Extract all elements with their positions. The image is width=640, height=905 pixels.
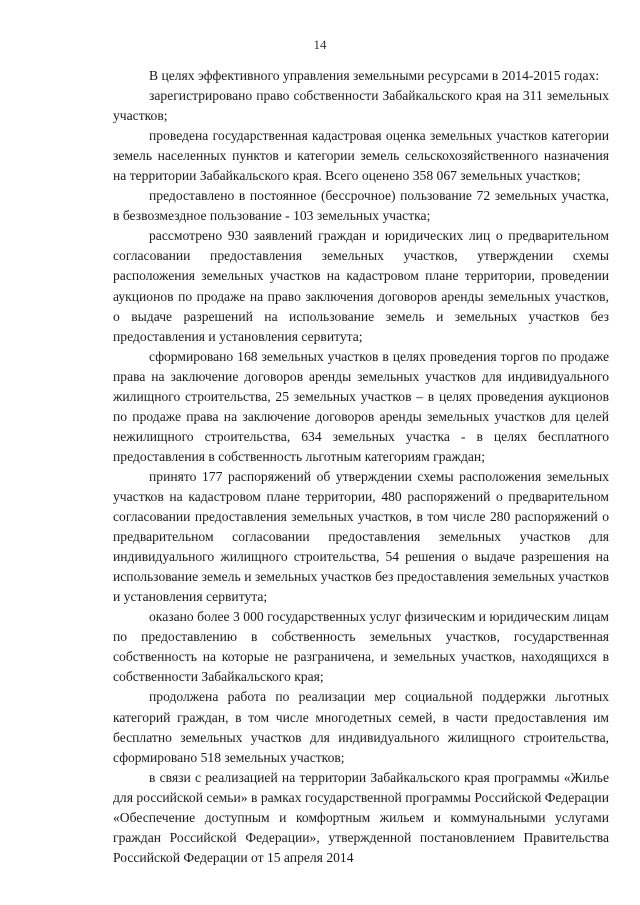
paragraph-applications-reviewed: рассмотрено 930 заявлений граждан и юридических лиц о предварительном согласовании предоставления земельных участков, утверждении схемы расположения земельных участков на кадастровом плане территории, проведении аукционов по продаже на право заключения договоров аренды земельных участков, о выдаче разрешений на использование земель и земельных участков без предоставления и установления сервитута; [113,228,609,344]
paragraph-ownership-registered: зарегистрировано право собственности Забайкальского края на 311 земельных участков; [113,88,609,124]
page-number: 14 [313,37,327,52]
paragraph-housing-program: в связи с реализацией на территории Забайкальского края программы «Жилье для российской семьи» в рамках государственной программы Российской Федерации «Обеспечение доступным и комфортным жильем и коммунальными услугами граждан Российской Федерации», утвержденной постановлением Правительства Российской Федерации от 15 апреля 2014 [113,769,609,865]
paragraph-cadastral-valuation: проведена государственная кадастровая оценка земельных участков категории земель населенных пунктов и категории земель сельскохозяйственного назначения на территории Забайкальского края. Всего оценено 358 067 земельных участков; [113,128,609,184]
paragraph-permanent-use: предоставлено в постоянное (бессрочное) пользование 72 земельных участка, в безвозмездное пользование - 103 земельных участка; [113,188,609,224]
paragraph-plots-formed: сформировано 168 земельных участков в целях проведения торгов по продаже права на заключение договоров аренды земельных участков для индивидуального жилищного строительства, 25 земельных участков – в целях проведения аукционов по продаже права на заключение договоров аренды земельных участков для целей нежилищного строительства, 634 земельных участка - в целях бесплатного предоставления в собственность льготным категориям граждан; [113,348,609,464]
paragraph-social-support: продолжена работа по реализации мер социальной поддержки льготных категорий граждан, в том числе многодетных семей, в части предоставления им бесплатно земельных участков для индивидуального жилищного строительства, сформировано 518 земельных участков; [113,689,609,765]
paragraph-services-rendered: оказано более 3 000 государственных услуг физическим и юридическим лицам по предоставлению в собственность земельных участков, государственная собственность на которые не разграничена, и земельных участков, находящихся в собственности Забайкальского края; [113,609,609,685]
paragraph-orders-issued: принято 177 распоряжений об утверждении схемы расположения земельных участков на кадастровом плане территории, 480 распоряжений о предварительном согласовании предоставления земельных участков, в том числе 280 распоряжений о предварительном согласовании предоставления земельных участков для индивидуального жилищного строительства, 54 решения о выдаче разрешения на использование земель и земельных участков без предоставления земельных участков и установления сервитута; [113,468,609,605]
document-body [113,66,609,868]
intro-paragraph: В целях эффективного управления земельными ресурсами в 2014-2015 годах: [149,68,600,83]
